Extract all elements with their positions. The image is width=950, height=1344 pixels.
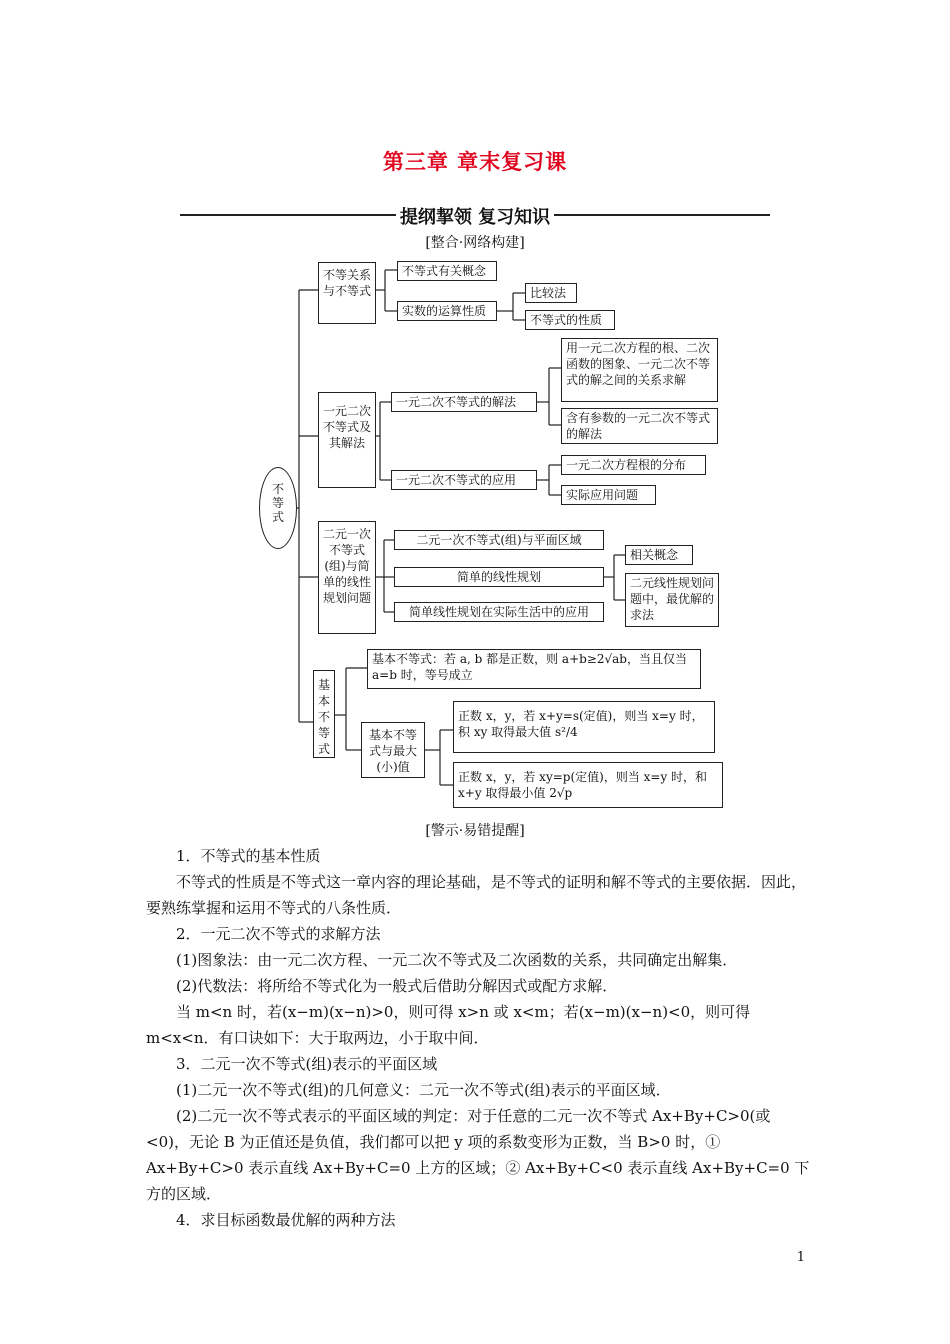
map-node-b1: 不等关系与不等式 [318, 262, 376, 324]
paragraph-3-2: (2)二元一次不等式表示的平面区域的判定：对于任意的二元一次不等式 Ax+By+C>0(或<0)，无论 B 为正值还是负值，我们都可以把 y 项的系数变形为正数，当 B>0 时，① Ax+By+C>0 表示直线 Ax+By+C=0 上方的区域；② Ax+By+C<0 表示直线 Ax+By+C=0 下方的区域． [146, 1107, 810, 1203]
map-node-b1-1: 不等式有关概念 [397, 261, 497, 281]
heading-3: 3．二元一次不等式(组)表示的平面区域 [176, 1055, 438, 1073]
tag-network: [整合·网络构建] [425, 235, 525, 251]
paragraph-2-3: 当 m<n 时，若(x−m)(x−n)>0，则可得 x>n 或 x<m；若(x−m)(x−n)<0，则可得 m<x<n．有口诀如下：大于取两边，小于取中间． [146, 1003, 751, 1047]
paragraph-2-2: (2)代数法：将所给不等式化为一般式后借助分解因式或配方求解． [176, 977, 618, 995]
map-node-b3-2: 简单的线性规划 [394, 567, 604, 587]
map-node-b2-1: 一元二次不等式的解法 [391, 392, 537, 412]
paragraph-3-1: (1)二元一次不等式(组)的几何意义：二元一次不等式(组)表示的平面区域． [176, 1081, 671, 1099]
map-node-b3-2a: 相关概念 [625, 545, 693, 565]
map-root-label: 不等式 [271, 482, 284, 524]
tag-warn: [警示·易错提醒] [425, 823, 525, 839]
map-node-b4-2b: 正数 x，y，若 xy=p(定值)，则当 x=y 时，和 x+y 取得最小值 2√p [453, 762, 723, 808]
map-node-b2-2a: 一元二次方程根的分布 [561, 455, 706, 475]
map-node-b3-2b: 二元线性规划问题中，最优解的求法 [625, 573, 719, 627]
paragraph-1: 不等式的性质是不等式这一章内容的理论基础，是不等式的证明和解不等式的主要依据．因此，要熟练掌握和运用不等式的八条性质． [146, 873, 807, 917]
map-node-b4: 基本不等式 [313, 670, 335, 758]
paragraph-2-1: (1)图象法：由一元二次方程、一元二次不等式及二次函数的关系，共同确定出解集． [176, 951, 738, 969]
map-node-b3: 二元一次不等式(组)与简单的线性规划问题 [318, 521, 376, 634]
map-node-b2-1a: 用一元二次方程的根、二次函数的图象、一元二次不等式的解之间的关系求解 [561, 338, 718, 402]
heading-2: 2．一元二次不等式的求解方法 [176, 925, 381, 943]
map-node-b2-1b: 含有参数的一元二次不等式的解法 [561, 408, 718, 444]
map-node-b1-2b: 不等式的性质 [525, 310, 615, 330]
map-node-b2-2: 一元二次不等式的应用 [391, 470, 537, 490]
map-node-b4-2: 基本不等式与最大(小)值 [361, 722, 425, 778]
map-root-node [259, 467, 297, 549]
map-node-b2-2b: 实际应用问题 [561, 485, 656, 505]
page-number: 1 [796, 1250, 805, 1265]
map-node-b2: 一元二次不等式及其解法 [318, 392, 376, 488]
map-node-b4-2a: 正数 x，y，若 x+y=s(定值)，则当 x=y 时，积 xy 取得最大值 s²/4 [453, 701, 715, 753]
map-node-b1-2: 实数的运算性质 [397, 301, 497, 321]
map-node-b1-2a: 比较法 [525, 283, 577, 303]
map-node-b4-1: 基本不等式：若 a, b 都是正数，则 a+b≥2√ab，当且仅当 a=b 时，等号成立 [367, 649, 701, 689]
heading-4: 4．求目标函数最优解的两种方法 [176, 1211, 396, 1229]
body-text [146, 843, 810, 1233]
banner-text: 提纲挈领 复习知识 [396, 207, 554, 228]
map-node-b3-3: 简单线性规划在实际生活中的应用 [394, 602, 604, 622]
chapter-title: 第三章 章末复习课 [382, 149, 568, 174]
map-node-b3-1: 二元一次不等式(组)与平面区域 [394, 530, 604, 550]
heading-1: 1．不等式的基本性质 [176, 847, 321, 865]
